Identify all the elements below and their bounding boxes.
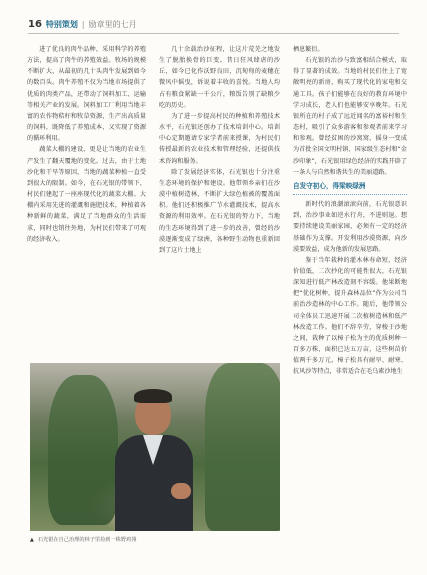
paragraph: 新时代的浪潮滚滚向前，石光银意识到，治沙事业如逆水行舟，不进则退。想要持续建设美丽家园，必须有一定的经济基础作为支撑。开发利用沙漠资源，向沙漠要效益，成为他新的发展思路。 xyxy=(293,201,407,253)
header-title: 励章里的七月 xyxy=(88,19,137,29)
paragraph: 鉴于当年栽种的灌木林寿命短，经济价值低，二次抄化的可能性很大，石光银深知进行低产林改造刻不容缓。他果断地把“优化树种，提升森林品位”作为公司当前治沙造林的中心工作。随后，他带领公司全体员工迅速开展二次植树造林和低产林改造工作。他们不辞辛劳，穿梭于沙地之间，栽种了以樟子松为主的优质树种一百多万株，面积已达五万亩，这些树苗价值两千多万元。樟子松具有耐旱、耐寒、抗风沙等特点，非常适合在毛乌素沙地生 xyxy=(293,256,407,376)
page-number: 16 xyxy=(28,18,42,30)
person-hair xyxy=(134,389,172,403)
paragraph: 石光银的治沙与致富相结合模式，取得了显著的成效。当地的村民们住上了宽敞明亮的新房，购买了现代化的家电和交通工具。孩子们能够在良好的教育环境中学习成长，老人们也能够安享晚年。石光银所在的村子成了远近闻名的富裕村和生态村，吸引了众多游客和参观者前来学习和参观。曾经贫困的沙窝窝，摇身一变成为首批全国文明村镇、国家级生态村和“金沙印象”，石光银用绿色经济的实践开辟了一条人与自然和谐共生的美丽道路。 xyxy=(293,57,407,176)
article-column-3 xyxy=(293,44,407,378)
paragraph: 蔬菜大棚的建设，更是让当地的农业生产发生了翻天覆地的变化。过去，由于土地沙化和干旱等原因，当地的蔬菜种植一直受到很大的限制。如今，在石光银的带领下，村民们建起了一座座现代化的蔬菜大棚。大棚内采用先进的灌溉和施肥技术，种植着各种新鲜的蔬菜，满足了当地群众的生活需求，同时也销往外地，为村民们带来了可观的经济收入。 xyxy=(27,146,146,243)
paragraph: 为了进一步提高村民的种植和养殖技术水平，石光银还创办了技术培训中心。培训中心定期邀请专家学者前来授课，为村民们传授最新的农业技术和管理经验，还提供技术咨询和服务。 xyxy=(159,112,280,165)
section-subheading: 自发守初心，得梁映绿洲 xyxy=(293,181,407,195)
caption-text: 石光银在自己治理的林子里捡到一株野鸡翎 xyxy=(37,537,137,543)
person-hand xyxy=(171,483,191,499)
paragraph: 几十余载治沙征程，让这片荒芜之地发生了脱胎换骨的巨变。昔日狂风肆虐的沙丘，如今已化作沃野良田，沉甸甸的麦穗在微风中摇曳，诉说着丰收的喜悦。当地人均占有粮食紧缺一千公斤，粮饭告别了缺粮少吃的历史。 xyxy=(159,46,280,109)
header-separator: | xyxy=(81,19,85,29)
paragraph: 进了优良的肉牛品种，采用科学的养殖方法，提高了肉牛的养殖效益。牧场的规模不断扩大，从最初的几十头肉牛发展到如今的数百头。肉牛养殖不仅为当地市场提供了优质的肉类产品，还带动了饲料加工、运输等相关产业的发展。饲料加工厂利用当地丰富的农作物秸秆和牧草资源，生产出高质量的饲料，既降低了养殖成本，又实现了资源的循环利用。 xyxy=(27,46,146,143)
person-figure xyxy=(115,383,193,531)
article-column-1 xyxy=(27,44,146,245)
header-divider xyxy=(28,33,399,34)
background-tree xyxy=(48,375,118,525)
article-photo xyxy=(30,363,280,531)
paragraph: 栖息繁衍。 xyxy=(293,46,324,53)
caption-triangle-icon: ▲ xyxy=(30,536,34,543)
paragraph: 除了发展经济实体，石光银也十分注重生态环境的保护和建设。他带领乡亲们在沙漠中植树造林，不断扩大绿色植被的覆盖面积。他们还积极推广节水灌溉技术，提高水资源的利用效率。在石光银的努力下，当地的生态环境得到了进一步的改善，曾经的沙漠逐渐变成了绿洲，各种野生动物也重新回到了这片土地上 xyxy=(159,168,280,254)
photo-caption xyxy=(30,536,136,543)
background-tree xyxy=(205,363,280,531)
page-header xyxy=(28,18,137,30)
section-label: 特别策划 xyxy=(45,19,78,29)
article-column-2 xyxy=(159,44,280,256)
